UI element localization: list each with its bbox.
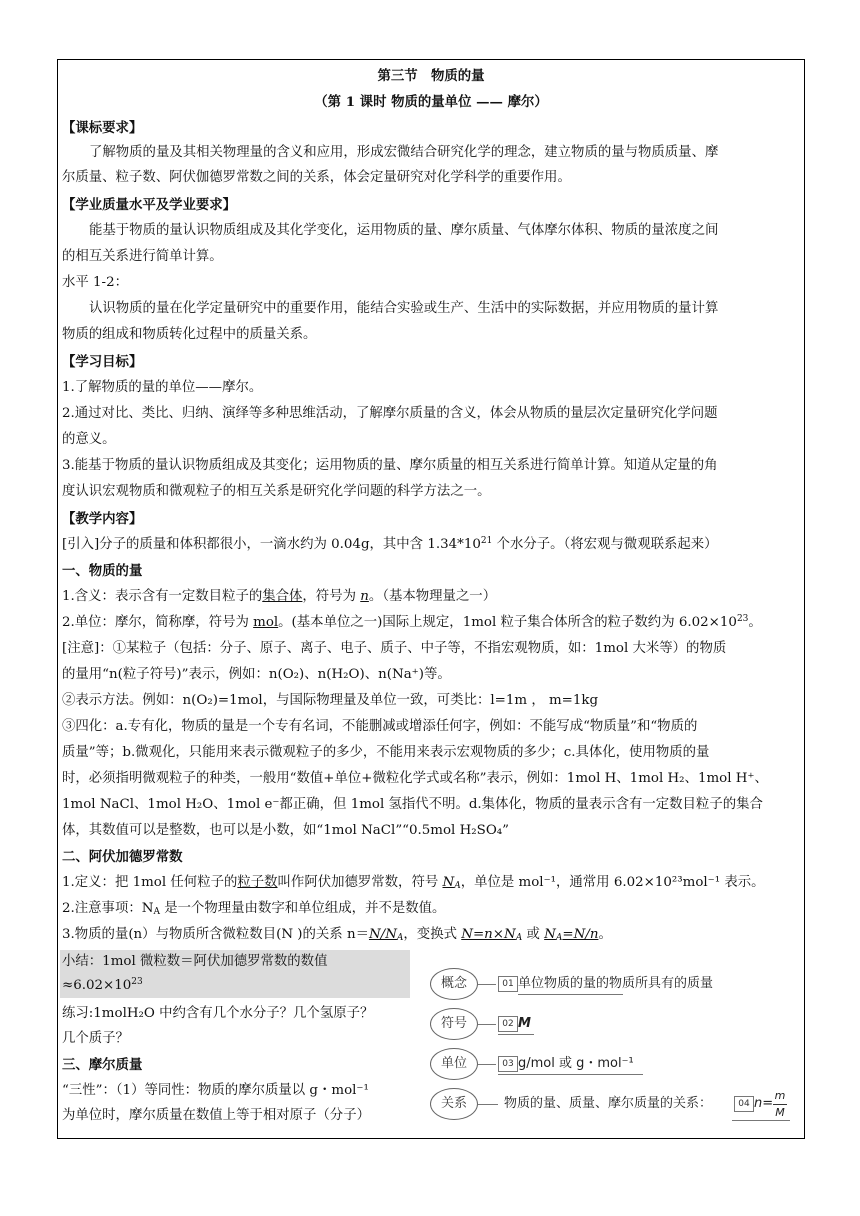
list-item: 的意义。 — [62, 432, 116, 447]
number-box: 02 — [498, 1016, 518, 1032]
exercise-line: 几个质子？ — [62, 1031, 129, 1046]
connector — [478, 984, 496, 985]
number-box: 03 — [498, 1056, 518, 1072]
node-concept: 概念 — [430, 968, 478, 1000]
formula-denominator: M — [775, 1106, 785, 1119]
section-heading-neirong: 【教学内容】 — [62, 511, 143, 527]
diagram-text: 物质的量、质量、摩尔质量的关系： — [504, 1096, 713, 1111]
note-line: 1mol NaCl、1mol H₂O、1mol e⁻都正确，但 1mol 氢指代不明。d.集体化，物质的量表示含有一定数目粒子的集合 — [62, 797, 763, 812]
note-line: 时，必须指明微观粒子的种类，一般用“数值+单位+微粒化学式或名称”表示，例如：1mol H、1mol H₂、1mol H⁺、 — [62, 771, 768, 786]
property-line: 为单位时，摩尔质量在数值上等于相对原子（分子） — [62, 1108, 370, 1123]
node-symbol: 符号 — [430, 1008, 478, 1040]
diagram-text: g/mol 或 g・mol⁻¹ — [518, 1056, 634, 1071]
section-heading-kebiao: 【课标要求】 — [62, 120, 143, 136]
property-line: “三性”：（1）等同性：物质的摩尔质量以 g・mol⁻¹ — [62, 1083, 369, 1098]
level-label: 水平 1-2： — [62, 275, 128, 290]
formula-numerator: m — [774, 1089, 786, 1102]
paragraph: 了解物质的量及其相关物理量的含义和应用，形成宏微结合研究化学的理念，建立物质的量与物质质量、摩 — [89, 145, 719, 160]
underline — [498, 1074, 643, 1075]
paragraph: 物质的组成和物质转化过程中的质量关系。 — [62, 327, 317, 342]
section-heading-xueye: 【学业质量水平及学业要求】 — [62, 197, 237, 213]
paragraph: 认识物质的量在化学定量研究中的重要作用，能结合实验或生产、生活中的实际数据，并应用物质的量计算 — [89, 301, 719, 316]
unit-line: 2.单位：摩尔，简称摩，符号为 mol。(基本单位之一)国际上规定，1mol 粒子集合体所含的粒子数约为 $6.02\times 10^{23}$。 — [62, 614, 762, 630]
exercise-line: 练习:1molH₂O 中约含有几个水分子？几个氢原子？ — [62, 1006, 374, 1021]
definition-line: 1.定义：把 1mol 任何粒子的粒子数叫作阿伏加德罗常数，符号 $N_A$，单位是 mol⁻¹，通常用 6.02×10²³mol⁻¹ 表示。 — [62, 875, 765, 891]
diagram-text: 单位物质的量的物质所具有的质量 — [518, 976, 714, 991]
underline — [518, 994, 623, 995]
underline — [498, 1034, 534, 1035]
number-box: 01 — [498, 976, 518, 992]
paragraph: 尔质量、粒子数、阿伏伽德罗常数之间的关系，体会定量研究对化学科学的重要作用。 — [62, 170, 571, 185]
note-line: 体，其数值可以是整数，也可以是小数，如“1mol NaCl”“0.5mol H₂SO₄” — [62, 823, 510, 838]
note-line: [注意]：①某粒子（包括：分子、原子、离子、电子、质子、中子等，不指宏观物质，如：1mol 大米等）的物质 — [62, 641, 727, 656]
note-line: 2.注意事项：$N_A$ 是一个物理量由数字和单位组成，并不是数值。 — [62, 901, 446, 917]
list-item: 3.能基于物质的量认识物质组成及其变化；运用物质的量、摩尔质量的相互关系进行简单计算。知道从定量的角 — [62, 458, 718, 473]
note-line: 质量”等；b.微观化，只能用来表示微观粒子的多少，不能用来表示宏观物质的多少；c.具体化，使用物质的量 — [62, 745, 710, 760]
page-title: 第三节 物质的量 — [377, 68, 485, 84]
part3-heading: 三、摩尔质量 — [62, 1057, 143, 1073]
paragraph: 的相互关系进行简单计算。 — [62, 249, 223, 264]
connector — [478, 1064, 496, 1065]
note-line: 的量用“n(粒子符号)”表示，例如：n(O₂)、n(H₂O)、n(Na⁺)等。 — [62, 667, 451, 682]
paragraph: 能基于物质的量认识物质组成及其化学变化，运用物质的量、摩尔质量、气体摩尔体积、物质的量浓度之间 — [89, 223, 719, 238]
note-line: ③四化：a.专有化，物质的量是一个专有名词，不能删减或增添任何字，例如：不能写成“物质量”和“物质的 — [62, 719, 698, 734]
definition-line: 1.含义：表示含有一定数目粒子的集合体，符号为 n。（基本物理量之一） — [62, 589, 497, 604]
relation-line: 3.物质的量(n）与物质所含微粒数目(N )的关系 $n=N/N_A$，变换式 $N=n\times N_A$ 或 $N_A=N/n$。 — [62, 927, 612, 943]
intro-line: [引入]分子的质量和体积都很小，一滴水约为 0.04g，其中含 $1.34*10^{21}$ 个水分子。（将宏观与微观联系起来） — [62, 536, 718, 552]
list-item: 度认识宏观物质和微观粒子的相互关系是研究化学问题的科学方法之一。 — [62, 484, 491, 499]
node-unit: 单位 — [430, 1048, 478, 1080]
part2-heading: 二、阿伏加德罗常数 — [62, 849, 183, 865]
connector — [478, 1104, 498, 1105]
section-heading-mubiao: 【学习目标】 — [62, 354, 143, 370]
node-relation: 关系 — [430, 1088, 478, 1120]
page-subtitle: （第 1 课时 物质的量单位 —— 摩尔） — [314, 94, 548, 110]
part1-heading: 一、物质的量 — [62, 563, 143, 579]
summary-line: $\approx 6.02\times 10^{23}$ — [62, 977, 143, 993]
diagram-text: M — [518, 1016, 531, 1031]
connector — [478, 1024, 496, 1025]
number-box: 04 — [734, 1096, 754, 1112]
note-line: ②表示方法。例如：n(O₂)=1mol，与国际物理量及单位一致，可类比：l=1m ， m=1kg — [62, 693, 599, 708]
summary-line: 小结：1mol 微粒数＝阿伏加德罗常数的数值 — [62, 954, 328, 969]
list-item: 1.了解物质的量的单位——摩尔。 — [62, 380, 263, 395]
underline — [732, 1120, 790, 1121]
list-item: 2.通过对比、类比、归纳、演绎等多种思维活动，了解摩尔质量的含义，体会从物质的量层次定量研究化学问题 — [62, 406, 718, 421]
formula-lhs: n= — [754, 1096, 774, 1111]
concept-diagram — [420, 950, 803, 1135]
